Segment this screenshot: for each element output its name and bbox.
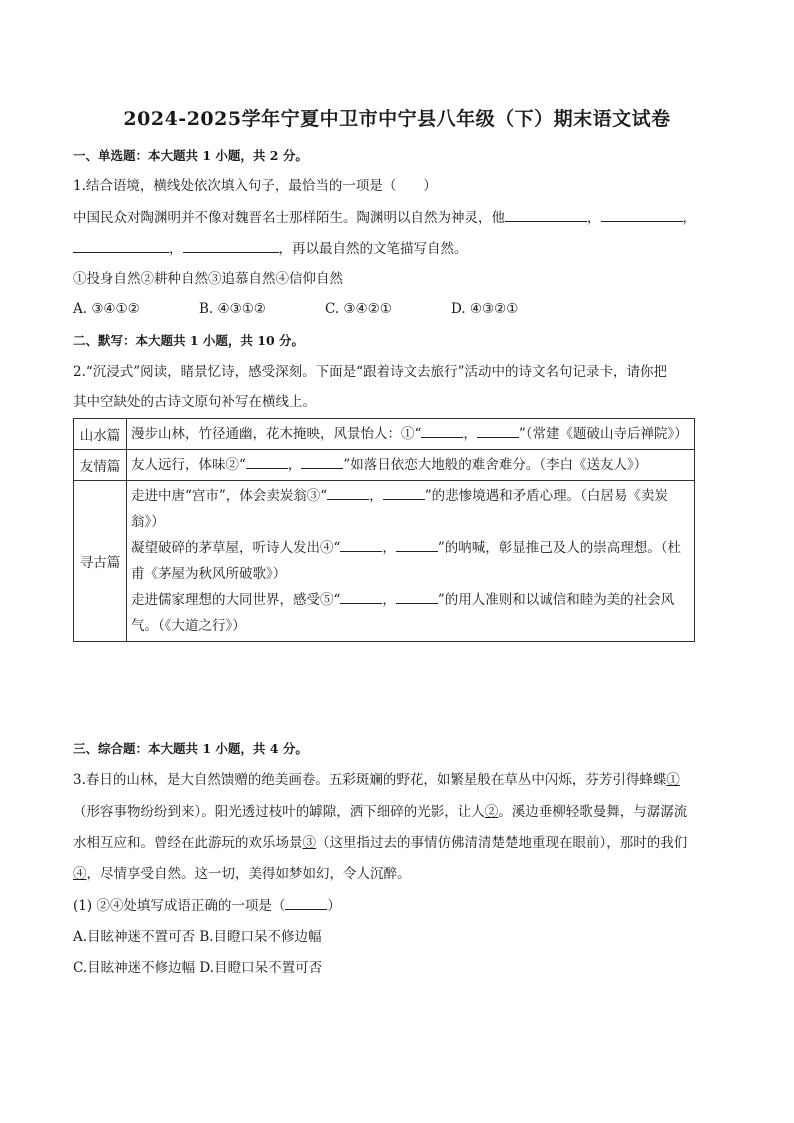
row-text-post: ”如落日依恋大地般的难舍难分。（李白《送友人》） — [343, 457, 648, 473]
row-text-mid: ， — [382, 540, 396, 556]
answer-blank[interactable] — [477, 423, 519, 438]
answer-blank[interactable] — [340, 537, 382, 552]
answer-blank[interactable] — [421, 423, 463, 438]
row-line — [131, 535, 690, 587]
q3-options-cd[interactable]: C.目眩神迷不修边幅 D.目瞪口呆不置可否 — [73, 960, 323, 976]
q2-stem-line-1: 2.“沉浸式”阅读，睹景忆诗，感受深刻。下面是“跟着诗文去旅行”活动中的诗文名句记录卡，请你把 — [73, 364, 667, 380]
row-text-mid: ， — [287, 457, 302, 473]
q1-sep-2: ， — [682, 210, 696, 226]
category-xungu: 寻古篇 — [74, 481, 127, 642]
table-row — [74, 450, 695, 481]
row-text-mid: ， — [369, 488, 383, 504]
q1-paragraph-line-1 — [73, 207, 723, 228]
q3-options-ab[interactable]: A.目眩神迷不置可否 B.目瞪口呆不修边幅 — [73, 929, 322, 945]
q2-stem-line-2: 其中空缺处的古诗文原句补写在横线上。 — [73, 394, 316, 410]
exam-title: 2024-2025学年宁夏中卫市中宁县八年级（下）期末语文试卷 — [123, 108, 671, 130]
section-3-name: 三、综合题： — [73, 741, 149, 756]
q3-sub1-post: ） — [327, 898, 341, 914]
answer-blank[interactable] — [383, 485, 425, 500]
answer-blank[interactable] — [396, 537, 438, 552]
section-2-name: 二、默写： — [73, 333, 136, 348]
q3-marker-3: ③ — [302, 835, 316, 851]
q3-text: （这里指过去的事情仿佛清清楚楚地重现在眼前），那时的我们 — [316, 835, 688, 851]
q1-para2-end: ，再以最自然的文笔描写自然。 — [278, 241, 468, 257]
row-text-post: ”的用人准则和以诚信和睦为美的社会风气。（《大道之行》） — [131, 592, 675, 634]
q3-marker-2: ② — [484, 804, 499, 820]
section-2-header — [73, 331, 723, 351]
section-1-name: 一、单选题： — [73, 148, 149, 163]
row-text-post: ”（常建《题破山寺后禅院》） — [518, 426, 688, 442]
answer-blank[interactable] — [327, 485, 369, 500]
section-3-desc: 本大题共 1 小题，共 4 分。 — [148, 741, 308, 756]
q1-blank-2[interactable] — [601, 207, 683, 222]
q3-sub1-blank[interactable] — [285, 895, 327, 910]
q3-line-4 — [73, 864, 723, 884]
q3-line-2 — [73, 802, 723, 822]
row-content — [127, 419, 695, 450]
q3-text: 。溪边垂柳轻歌曼舞，与潺潺流 — [498, 804, 688, 820]
q3-text: （形容事物纷纷到来）。阳光透过枝叶的罅隙，洒下细碎的光影，让人 — [73, 804, 485, 820]
q3-text: 水相互应和。曾经在此游玩的欢乐场景 — [73, 835, 303, 851]
row-text-pre: 凝望破碎的茅草屋，听诗人发出④“ — [131, 540, 341, 556]
q1-sep-3: ， — [169, 241, 183, 257]
q1-blank-1[interactable] — [505, 207, 587, 222]
row-text-pre: 漫步山林，竹径通幽，花木掩映，风景怡人：①“ — [131, 426, 422, 442]
section-1-desc: 本大题共 1 小题，共 2 分。 — [148, 148, 308, 163]
q1-sep-1: ， — [587, 210, 601, 226]
row-text-mid: ， — [382, 592, 396, 608]
q3-text: ，尽情享受自然。这一切，美得如梦如幻，令人沉醉。 — [86, 866, 411, 882]
row-text-pre: 友人远行，体味②“ — [131, 457, 246, 473]
row-text-pre: 走进儒家理想的大同世界，感受⑤“ — [131, 592, 341, 608]
q3-sub1-pre: (1) ②④处填写成语正确的一项是（ — [73, 898, 286, 914]
category-shanshui: 山水篇 — [74, 419, 127, 450]
answer-blank[interactable] — [246, 454, 288, 469]
section-2-desc: 本大题共 1 小题，共 10 分。 — [135, 333, 305, 348]
row-content — [127, 450, 695, 481]
q1-blank-4[interactable] — [183, 238, 279, 253]
q1-option-d[interactable]: D. ④③②① — [451, 301, 519, 317]
q3-marker-4: ④ — [73, 866, 87, 882]
q1-items: ①投身自然②耕种自然③追慕自然④信仰自然 — [73, 271, 343, 287]
q3-line-3 — [73, 833, 723, 853]
row-content — [127, 481, 695, 642]
q3-line-1 — [73, 770, 723, 790]
q1-stem: 1.结合语境，横线处依次填入句子，最恰当的一项是（ ） — [73, 178, 437, 194]
answer-blank[interactable] — [301, 454, 343, 469]
q3-text: 3.春日的山林，是大自然馈赠的绝美画卷。五彩斑斓的野花，如繁星般在草丛中闪烁，芬芳引得蜂蝶 — [73, 772, 667, 788]
answer-blank[interactable] — [396, 589, 438, 604]
q1-paragraph-line-2 — [73, 238, 723, 259]
poem-record-card-table — [73, 418, 695, 642]
row-text-post: ”的呐喊，彰显推己及人的崇高理想。（杜甫《茅屋为秋风所破歌》） — [131, 540, 682, 582]
q1-option-c[interactable]: C. ③④②① — [325, 301, 392, 317]
section-3-header — [73, 739, 723, 759]
q1-options — [73, 299, 723, 319]
q1-option-a[interactable]: A. ③④①② — [73, 301, 140, 317]
table-row — [74, 481, 695, 642]
row-line — [131, 483, 690, 535]
row-text-mid: ， — [463, 426, 477, 442]
row-text-post: ”的悲惨境遇和矛盾心理。（白居易《卖炭翁》） — [131, 488, 668, 530]
q3-sub1-stem — [73, 895, 723, 916]
category-youqing: 友情篇 — [74, 450, 127, 481]
q3-marker-1: ① — [666, 772, 680, 788]
q1-para1: 中国民众对陶渊明并不像对魏晋名士那样陌生。陶渊明以自然为神灵，他 — [73, 210, 505, 226]
row-text-pre: 走进中唐“宫市”，体会卖炭翁③“ — [131, 488, 328, 504]
section-1-header — [73, 146, 723, 166]
q1-option-b[interactable]: B. ④③①② — [199, 301, 266, 317]
row-line — [131, 587, 690, 639]
answer-blank[interactable] — [340, 589, 382, 604]
table-row — [74, 419, 695, 450]
q1-blank-3[interactable] — [73, 238, 169, 253]
